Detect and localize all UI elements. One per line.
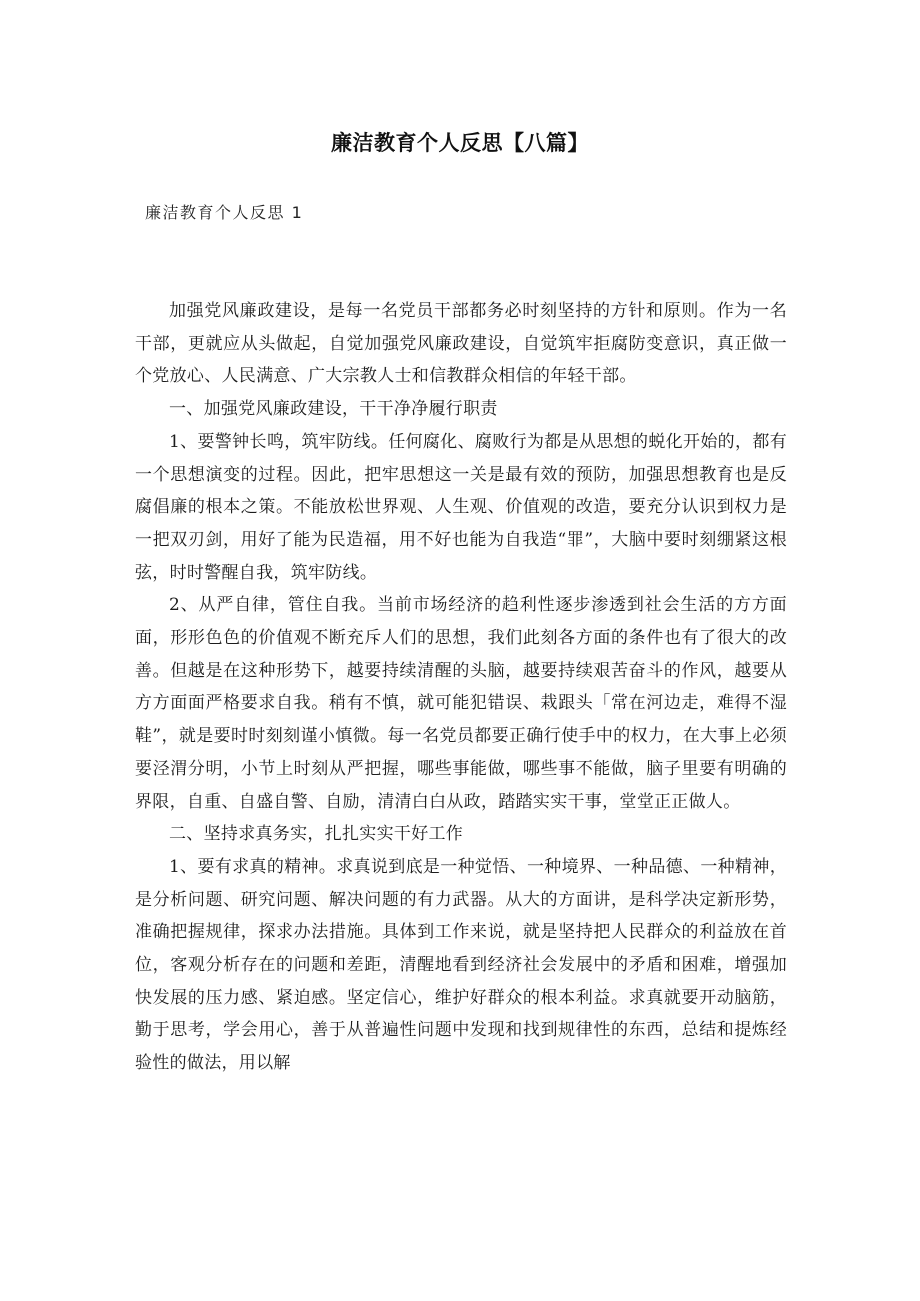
paragraph-heading: 二、坚持求真务实，扎扎实实干好工作 <box>169 824 464 845</box>
paragraph: 加强党风廉政建设，是每一名党员干部都务必时刻坚持的方针和原则。作为一名干部，更就应从头做起，自觉加强党风廉政建设，自觉筑牢拒腐防变意识，真正做一个党放心、人民满意、广大宗教人士和信教群众相信的年轻干部。 <box>135 301 787 387</box>
paragraph: 2、从严自律，管住自我。当前市场经济的趋利性逐步渗透到社会生活的方方面面，形形色色的价值观不断充斥人们的思想，我们此刻各方面的条件也有了很大的改善。但越是在这种形势下，越要持续清醒的头脑，越要持续艰苦奋斗的作风，越要从方方面面严格要求自我。稍有不慎，就可能犯错误、栽跟头「常在河边走，难得不湿鞋”，就是要时时刻刻谨小慎微。每一名党员都要正确行使手中的权力，在大事上必须要泾渭分明，小节上时刻从严把握，哪些事能做，哪些事不能做，脑子里要有明确的界限，自重、自盛自警、自励，清清白白从政，踏踏实实干事，堂堂正正做人。 <box>135 595 787 812</box>
document-body <box>135 295 787 1080</box>
section-heading: 廉洁教育个人反思 1 <box>145 203 304 222</box>
paragraph-heading: 一、加强党风廉政建设，干干净净履行职责 <box>169 399 498 420</box>
paragraph: 1、要警钟长鸣，筑牢防线。任何腐化、腐败行为都是从思想的蜕化开始的，都有一个思想演变的过程。因此，把牢思想这一关是最有效的预防，加强思想教育也是反腐倡廉的根本之策。不能放松世界观、人生观、价值观的改造，要充分认识到权力是一把双刃剑，用好了能为民造福，用不好也能为自我造“罪”，大脑中要时刻绷紧这根弦，时时警醒自我，筑牢防线。 <box>135 431 787 583</box>
paragraph: 1、要有求真的精神。求真说到底是一种觉悟、一种境界、一种品德、一种精神，是分析问题、研究问题、解决问题的有力武器。从大的方面讲，是科学决定新形势，准确把握规律，探求办法措施。具体到工作来说，就是坚持把人民群众的利益放在首位，客观分析存在的问题和差距，清醒地看到经济社会发展中的矛盾和困难，增强加快发展的压力感、紧迫感。坚定信心，维护好群众的根本利益。求真就要开动脑筋，勤于思考，学会用心，善于从普遍性问题中发现和找到规律性的东西，总结和提炼经验性的做法，用以解 <box>135 856 787 1074</box>
document-title: 廉洁教育个人反思【八篇】 <box>331 131 589 155</box>
